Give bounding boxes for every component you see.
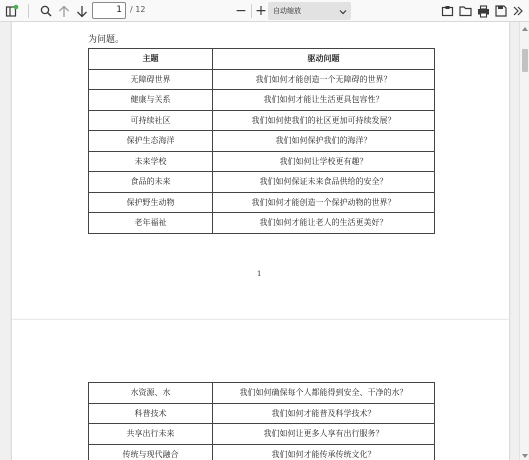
zoom-select-value: 自动缩放 (273, 7, 301, 15)
arrow-down-icon[interactable] (74, 3, 90, 19)
scroll-up-arrow-icon[interactable] (521, 23, 529, 31)
topic-cell: 传统与现代融合 (89, 444, 213, 460)
question-cell: 我们如何保证未来食品供给的安全？ (213, 172, 435, 193)
document-viewer[interactable] (0, 22, 519, 460)
topic-cell: 水资源、水 (89, 383, 213, 404)
zoom-select[interactable] (268, 2, 351, 20)
topic-cell: 共享出行未来 (89, 424, 213, 445)
table-row (89, 151, 435, 172)
plus-icon[interactable] (253, 3, 269, 19)
table-row (89, 192, 435, 213)
table-row (89, 69, 435, 90)
search-icon[interactable] (38, 3, 54, 19)
toolbar-divider (28, 4, 29, 18)
topic-cell: 未来学校 (89, 151, 213, 172)
table-row (89, 424, 435, 445)
question-cell: 我们如何使我们的社区更加可持续发展？ (213, 110, 435, 131)
zoom-in-glyph: + (255, 3, 267, 19)
question-cell: 我们如何让学校更有趣？ (213, 151, 435, 172)
header-driving-question: 驱动问题 (213, 49, 435, 70)
header-topic: 主题 (89, 49, 213, 70)
table-row (89, 383, 435, 404)
table-row (89, 213, 435, 234)
folder-icon[interactable] (457, 3, 473, 19)
topic-cell: 科普技术 (89, 403, 213, 424)
table-row (89, 131, 435, 152)
minus-icon[interactable] (233, 3, 249, 19)
question-cell: 我们如何才能让老人的生活更美好？ (213, 213, 435, 234)
table-row (89, 110, 435, 131)
topics-table (88, 48, 435, 234)
vertical-scrollbar[interactable] (519, 22, 529, 460)
scroll-down-arrow-icon[interactable] (521, 450, 529, 458)
intro-text-fragment: 为问题。 (88, 35, 125, 45)
page-total-label: / 12 (130, 5, 146, 14)
question-cell: 我们如何让更多人享有出行服务？ (213, 424, 435, 445)
pdf-page-2 (12, 320, 509, 460)
question-cell: 我们如何才能创造一个无障碍的世界？ (213, 69, 435, 90)
question-cell: 我们如何才能普及科学技术？ (213, 403, 435, 424)
sidebar-toggle-icon[interactable] (4, 3, 20, 19)
toolbar (0, 0, 529, 22)
stamp-icon[interactable] (439, 3, 455, 19)
question-cell: 我们如何才能传承传统文化？ (213, 444, 435, 460)
printer-icon[interactable] (475, 3, 491, 19)
scrollbar-thumb[interactable] (522, 49, 528, 72)
topic-cell: 健康与关系 (89, 90, 213, 111)
save-icon[interactable] (493, 3, 509, 19)
zoom-out-glyph: − (235, 3, 247, 19)
table-row (89, 403, 435, 424)
topics-table-continued (88, 382, 435, 460)
chevron-down-icon (339, 6, 347, 19)
page-number-input[interactable]: 1 (92, 2, 126, 19)
topic-cell: 老年福祉 (89, 213, 213, 234)
double-chevron-right-icon[interactable] (510, 3, 526, 19)
topic-cell: 保护野生动物 (89, 192, 213, 213)
pdf-page-1 (12, 22, 509, 320)
question-cell: 我们如何保护我们的海洋？ (213, 131, 435, 152)
table-row (89, 90, 435, 111)
arrow-up-icon[interactable] (56, 3, 72, 19)
topic-cell: 保护生态海洋 (89, 131, 213, 152)
table-row (89, 444, 435, 460)
topic-cell: 无障碍世界 (89, 69, 213, 90)
question-cell: 我们如何才能让生活更具包容性？ (213, 90, 435, 111)
topic-cell: 食品的未来 (89, 172, 213, 193)
page-number: 1 (257, 270, 262, 278)
question-cell: 我们如何才能创造一个保护动物的世界？ (213, 192, 435, 213)
table-header-row (89, 49, 435, 70)
topic-cell: 可持续社区 (89, 110, 213, 131)
question-cell: 我们如何确保每个人都能得到安全、干净的水？ (213, 383, 435, 404)
table-row (89, 172, 435, 193)
toolbar-divider (251, 4, 252, 18)
